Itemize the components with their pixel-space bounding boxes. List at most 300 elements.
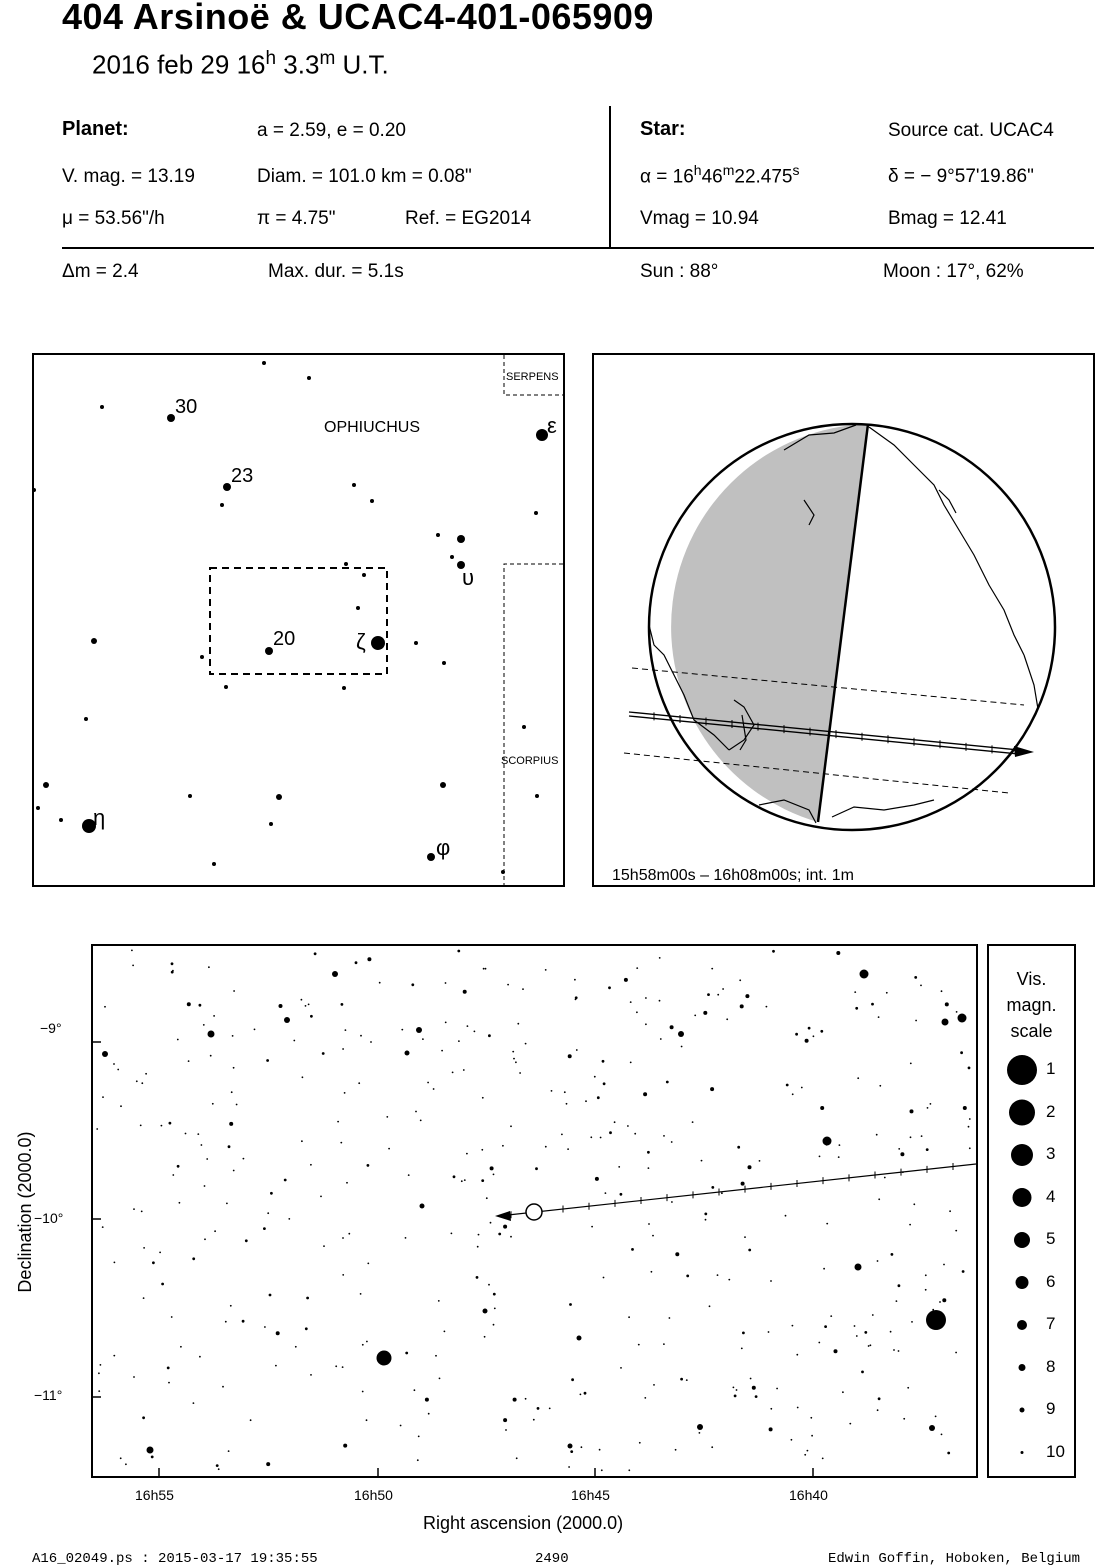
chart-star bbox=[254, 1029, 256, 1031]
chart-star bbox=[811, 1435, 813, 1437]
chart-star bbox=[210, 1055, 212, 1057]
chart-star bbox=[652, 1235, 654, 1237]
finder-star bbox=[356, 606, 360, 610]
chart-star bbox=[739, 979, 741, 981]
chart-star bbox=[955, 1230, 957, 1232]
chart-star bbox=[152, 1261, 155, 1264]
scale-label-6: 6 bbox=[1046, 1271, 1056, 1291]
chart-star bbox=[947, 1452, 950, 1455]
chart-star bbox=[915, 1020, 917, 1022]
chart-star bbox=[445, 1022, 447, 1024]
chart-star bbox=[927, 1107, 929, 1109]
chart-star bbox=[969, 1118, 971, 1120]
chart-star bbox=[408, 1174, 410, 1176]
chart-star bbox=[367, 1263, 369, 1265]
chart-star bbox=[620, 1367, 622, 1369]
chart-star bbox=[222, 1386, 224, 1388]
chart-star bbox=[913, 1203, 915, 1205]
chart-star bbox=[377, 1351, 392, 1366]
chart-star bbox=[659, 1000, 661, 1002]
chart-star bbox=[898, 1284, 901, 1287]
chart-star bbox=[516, 1457, 518, 1459]
chart-star bbox=[513, 1398, 517, 1402]
chart-star bbox=[301, 999, 303, 1001]
event-time: 2016 feb 29 16$^h$ 3.3$^m$ U.T. bbox=[92, 48, 389, 80]
finder-star bbox=[457, 535, 465, 543]
chart-star bbox=[250, 1419, 252, 1421]
scale-dot-8 bbox=[1019, 1364, 1026, 1371]
chart-star bbox=[745, 994, 749, 998]
chart-star bbox=[301, 1140, 303, 1142]
chart-star bbox=[561, 1134, 563, 1136]
constellation-scorpius: SCORPIUS bbox=[501, 755, 559, 767]
chart-star bbox=[493, 1293, 496, 1296]
chart-star bbox=[878, 1016, 880, 1018]
chart-star bbox=[343, 1444, 347, 1448]
finder-star bbox=[59, 818, 63, 822]
chart-star bbox=[517, 1023, 519, 1025]
chart-star bbox=[628, 1316, 630, 1318]
chart-star bbox=[930, 1103, 932, 1105]
chart-star bbox=[870, 1344, 872, 1346]
chart-star bbox=[872, 1314, 874, 1316]
star-label-eta: η bbox=[93, 805, 106, 830]
chart-star bbox=[370, 1041, 372, 1043]
chart-star bbox=[741, 1348, 743, 1350]
planet-orbit: a = 2.59, e = 0.20 bbox=[257, 120, 406, 141]
chart-star bbox=[284, 1179, 287, 1182]
chart-star bbox=[226, 1203, 228, 1205]
chart-star bbox=[213, 1015, 215, 1017]
chart-star bbox=[631, 1248, 634, 1251]
chart-star bbox=[167, 1367, 170, 1370]
chart-star bbox=[522, 988, 524, 990]
chart-star bbox=[857, 1077, 859, 1079]
chart-star bbox=[836, 951, 840, 955]
chart-star bbox=[537, 1407, 540, 1410]
footer-page: 2490 bbox=[535, 1551, 569, 1567]
chart-star bbox=[464, 1179, 466, 1181]
scale-label-8: 8 bbox=[1046, 1356, 1056, 1376]
chart-star bbox=[337, 1121, 339, 1123]
star-heading: Star: bbox=[640, 118, 686, 140]
chart-star bbox=[886, 992, 888, 994]
chart-star bbox=[602, 1060, 605, 1063]
chart-star bbox=[444, 1331, 446, 1333]
chart-star bbox=[366, 1341, 368, 1343]
chart-star bbox=[752, 1386, 756, 1390]
y-tick-m10: −10° bbox=[34, 1210, 64, 1226]
chart-star bbox=[792, 1325, 794, 1327]
chart-star bbox=[131, 950, 133, 952]
chart-star bbox=[864, 1331, 867, 1334]
chart-star bbox=[335, 1365, 337, 1367]
chart-star bbox=[868, 1345, 870, 1347]
chart-star bbox=[233, 990, 235, 992]
chart-star bbox=[535, 1167, 538, 1170]
chart-star bbox=[594, 1076, 596, 1078]
chart-star bbox=[770, 1280, 772, 1282]
chart-star bbox=[98, 1372, 100, 1374]
chart-star bbox=[768, 1331, 770, 1333]
chart-star bbox=[910, 1109, 914, 1113]
finder-star bbox=[370, 499, 374, 503]
chart-star bbox=[893, 1349, 895, 1351]
chart-star bbox=[136, 1080, 138, 1082]
chart-star bbox=[188, 1060, 190, 1062]
chart-star bbox=[212, 1103, 214, 1105]
finder-star bbox=[307, 376, 311, 380]
chart-star bbox=[145, 1073, 147, 1075]
chart-star bbox=[204, 1238, 206, 1240]
finder-star bbox=[342, 686, 346, 690]
star-label-epsilon: ε bbox=[547, 413, 557, 438]
chart-star bbox=[769, 1427, 773, 1431]
chart-star bbox=[502, 1145, 504, 1147]
chart-star bbox=[603, 1082, 606, 1085]
scale-label-7: 7 bbox=[1046, 1314, 1056, 1333]
finder-star bbox=[100, 405, 104, 409]
chart-star bbox=[435, 1355, 437, 1357]
chart-star bbox=[159, 1252, 161, 1254]
chart-star bbox=[140, 1125, 142, 1127]
chart-star bbox=[141, 1082, 143, 1084]
chart-star bbox=[648, 1167, 650, 1169]
chart-star bbox=[405, 1237, 407, 1239]
chart-star bbox=[433, 1088, 435, 1090]
chart-star bbox=[819, 1156, 821, 1158]
chart-star bbox=[795, 1033, 798, 1036]
chart-star bbox=[569, 1303, 572, 1306]
chart-star bbox=[791, 1439, 793, 1441]
chart-star bbox=[474, 1031, 476, 1033]
chart-star bbox=[568, 1466, 570, 1468]
chart-star bbox=[525, 1398, 527, 1400]
chart-star bbox=[305, 1005, 307, 1007]
chart-star bbox=[710, 1087, 714, 1091]
chart-star bbox=[574, 979, 576, 981]
chart-star bbox=[772, 950, 775, 953]
chart-star bbox=[400, 1425, 402, 1427]
chart-star bbox=[624, 978, 628, 982]
scale-label-10: 10 bbox=[1046, 1441, 1065, 1461]
chart-star bbox=[618, 1166, 620, 1168]
chart-star bbox=[595, 1177, 599, 1181]
chart-star bbox=[179, 1202, 181, 1204]
chart-star bbox=[854, 991, 856, 993]
planet-reference: Ref. = EG2014 bbox=[405, 208, 532, 229]
chart-star bbox=[310, 1374, 312, 1376]
chart-star bbox=[114, 1262, 116, 1264]
planet-parallax: π = 4.75" bbox=[257, 208, 336, 229]
chart-star bbox=[733, 1387, 735, 1389]
chart-star bbox=[477, 1246, 479, 1248]
chart-star bbox=[891, 1253, 894, 1256]
chart-star bbox=[414, 1389, 416, 1391]
finder-star bbox=[224, 685, 228, 689]
chart-star bbox=[585, 1100, 587, 1102]
chart-star bbox=[575, 996, 578, 999]
chart-star bbox=[884, 1177, 886, 1179]
chart-star bbox=[463, 1069, 465, 1071]
chart-star bbox=[651, 1271, 653, 1273]
chart-star bbox=[416, 1027, 422, 1033]
chart-star bbox=[483, 1309, 488, 1314]
chart-star bbox=[822, 1458, 824, 1460]
chart-star bbox=[911, 1321, 913, 1323]
chart-star bbox=[796, 1354, 798, 1356]
chart-star bbox=[270, 1192, 273, 1195]
finder-chart bbox=[32, 353, 565, 887]
chart-star bbox=[132, 965, 134, 967]
chart-star bbox=[925, 1289, 927, 1291]
chart-star bbox=[236, 1104, 238, 1106]
chart-star bbox=[193, 1402, 195, 1404]
header-divider bbox=[609, 106, 611, 248]
chart-star bbox=[584, 1392, 587, 1395]
chart-star bbox=[943, 1264, 945, 1266]
chart-star bbox=[926, 1310, 946, 1330]
chart-star bbox=[711, 1186, 714, 1189]
star-label-20: 20 bbox=[273, 628, 296, 650]
chart-star bbox=[420, 1120, 422, 1122]
finder-star bbox=[276, 794, 282, 800]
chart-star bbox=[939, 1301, 941, 1303]
chart-star bbox=[519, 1072, 521, 1074]
finder-star bbox=[534, 511, 538, 515]
chart-star bbox=[360, 1293, 362, 1295]
finder-star bbox=[436, 533, 440, 537]
chart-star bbox=[177, 1039, 179, 1041]
chart-star bbox=[232, 1035, 234, 1037]
chart-star bbox=[722, 988, 724, 990]
star-right-ascension: $\alpha = 16^h46^m22.475^s$ bbox=[640, 162, 800, 188]
chart-star bbox=[581, 1446, 583, 1448]
chart-star bbox=[701, 1160, 703, 1162]
chart-star bbox=[206, 1158, 208, 1160]
chart-star bbox=[949, 1210, 951, 1212]
chart-star bbox=[645, 997, 647, 999]
chart-star bbox=[493, 1174, 495, 1176]
chart-star bbox=[721, 1192, 723, 1194]
planet-diameter: Diam. = 101.0 km = 0.08" bbox=[257, 166, 472, 187]
chart-star bbox=[797, 1407, 799, 1409]
chart-star bbox=[228, 1450, 230, 1452]
chart-star bbox=[711, 1446, 713, 1448]
chart-star bbox=[201, 1144, 203, 1146]
chart-star bbox=[225, 1321, 227, 1323]
chart-star bbox=[229, 1122, 233, 1126]
target-star-marker bbox=[526, 1204, 542, 1220]
chart-star bbox=[956, 1011, 958, 1013]
star-label-23: 23 bbox=[231, 465, 254, 487]
chart-star bbox=[699, 1432, 701, 1434]
chart-star bbox=[161, 1125, 163, 1127]
chart-star bbox=[734, 1395, 737, 1398]
chart-star bbox=[630, 1062, 632, 1064]
finder-star bbox=[442, 661, 446, 665]
chart-star bbox=[750, 1378, 752, 1380]
finder-star bbox=[223, 483, 231, 491]
chart-star bbox=[161, 1283, 164, 1286]
chart-star bbox=[180, 1346, 182, 1348]
globe-caption: 15h58m00s – 16h08m00s; int. 1m bbox=[612, 867, 854, 884]
chart-star bbox=[826, 1144, 828, 1146]
scale-label-2: 2 bbox=[1046, 1101, 1056, 1121]
chart-star bbox=[208, 966, 210, 968]
chart-star bbox=[608, 986, 611, 989]
chart-star bbox=[507, 984, 509, 986]
chart-star bbox=[759, 1160, 761, 1162]
chart-star bbox=[564, 1091, 566, 1093]
chart-star bbox=[839, 1144, 841, 1146]
field-box bbox=[210, 568, 387, 674]
chart-star bbox=[709, 1305, 711, 1307]
x-tick-16h45: 16h45 bbox=[571, 1487, 610, 1503]
footer-file: A16_02049.ps : 2015-03-17 19:35:55 bbox=[32, 1551, 318, 1567]
scale-dot-6 bbox=[1016, 1276, 1029, 1289]
chart-star bbox=[488, 1284, 490, 1286]
chart-star bbox=[680, 1378, 683, 1381]
chart-star bbox=[770, 1408, 772, 1410]
star-vmag: Vmag = 10.94 bbox=[640, 208, 759, 229]
chart-star bbox=[838, 1156, 840, 1158]
chart-star bbox=[630, 1001, 632, 1003]
chart-star bbox=[142, 1416, 145, 1419]
chart-star bbox=[792, 1093, 794, 1095]
chart-star bbox=[216, 1464, 219, 1467]
chart-star bbox=[187, 1002, 191, 1006]
chart-star bbox=[879, 1085, 881, 1087]
chart-star bbox=[935, 1416, 937, 1418]
chart-star bbox=[577, 1336, 582, 1341]
chart-star bbox=[279, 1004, 283, 1008]
chart-star bbox=[648, 1223, 650, 1225]
chart-star bbox=[102, 1051, 108, 1057]
planet-vmag: V. mag. = 13.19 bbox=[62, 166, 195, 187]
chart-star bbox=[451, 1233, 453, 1235]
chart-star bbox=[898, 1148, 900, 1150]
chart-star bbox=[914, 976, 917, 979]
chart-star bbox=[766, 1006, 768, 1008]
chart-star bbox=[549, 1408, 551, 1410]
chart-star bbox=[452, 1072, 454, 1074]
chart-star bbox=[306, 1297, 309, 1300]
chart-star bbox=[362, 1391, 364, 1393]
chart-star bbox=[323, 1245, 325, 1247]
asteroid-path-arrow bbox=[495, 1211, 511, 1221]
chart-star bbox=[686, 1379, 688, 1381]
chart-star bbox=[482, 1097, 484, 1099]
chart-star bbox=[896, 1300, 898, 1302]
chart-star bbox=[856, 1335, 858, 1337]
chart-star bbox=[878, 1397, 881, 1400]
chart-star bbox=[512, 1051, 514, 1053]
x-tick-16h55: 16h55 bbox=[135, 1487, 174, 1503]
chart-star bbox=[133, 1208, 135, 1210]
chart-star bbox=[903, 1418, 905, 1420]
scale-label-9: 9 bbox=[1046, 1399, 1056, 1418]
chart-star bbox=[420, 1204, 425, 1209]
y-axis-label: Declination (2000.0) bbox=[15, 1131, 35, 1293]
chart-star bbox=[941, 990, 943, 992]
chart-star bbox=[659, 957, 661, 959]
chart-star bbox=[332, 971, 338, 977]
header-rule bbox=[62, 247, 1094, 249]
chart-star bbox=[703, 1011, 707, 1015]
star-source-catalog: Source cat. UCAC4 bbox=[888, 120, 1054, 141]
globe-panel bbox=[592, 353, 1095, 887]
chart-star bbox=[620, 1193, 623, 1196]
chart-star bbox=[484, 1336, 486, 1338]
moon-info: Moon : 17°, 62% bbox=[883, 261, 1024, 282]
finder-star bbox=[269, 822, 273, 826]
max-duration: Max. dur. = 5.1s bbox=[268, 261, 404, 282]
path-arrow bbox=[1014, 746, 1034, 757]
chart-star bbox=[345, 1029, 347, 1031]
x-tick-16h40: 16h40 bbox=[789, 1487, 828, 1503]
chart-star bbox=[293, 1040, 295, 1042]
chart-star bbox=[427, 1082, 429, 1084]
chart-star bbox=[694, 1015, 696, 1017]
planet-heading: Planet: bbox=[62, 118, 129, 140]
chart-star bbox=[823, 1268, 825, 1270]
chart-star bbox=[728, 1279, 730, 1281]
chart-star bbox=[401, 1029, 403, 1031]
scale-dot-3 bbox=[1011, 1144, 1033, 1166]
chart-star bbox=[358, 1082, 360, 1084]
chart-star bbox=[102, 1096, 104, 1098]
chart-star bbox=[813, 1035, 815, 1037]
chart-star bbox=[125, 1463, 127, 1465]
y-tick-m11: −11° bbox=[34, 1387, 63, 1403]
chart-star bbox=[168, 1382, 170, 1384]
finder-star bbox=[427, 853, 435, 861]
chart-star bbox=[172, 1174, 174, 1176]
chart-star bbox=[320, 1196, 322, 1198]
chart-star bbox=[785, 1215, 787, 1217]
chart-star bbox=[627, 1125, 629, 1127]
chart-star bbox=[737, 1146, 740, 1149]
chart-star bbox=[113, 1355, 115, 1357]
finder-star bbox=[522, 725, 526, 729]
constellation-ophiuchus: OPHIUCHUS bbox=[324, 419, 421, 436]
finder-star bbox=[262, 361, 266, 365]
chart-star bbox=[513, 1058, 515, 1060]
chart-star bbox=[669, 1317, 671, 1319]
chart-star bbox=[503, 1225, 507, 1229]
chart-star bbox=[570, 1450, 573, 1453]
chart-star bbox=[900, 1152, 904, 1156]
chart-star bbox=[636, 1011, 638, 1013]
finder-star bbox=[212, 862, 216, 866]
chart-star bbox=[941, 1434, 943, 1436]
chart-star bbox=[490, 1166, 494, 1170]
chart-star bbox=[910, 1136, 912, 1138]
chart-star bbox=[854, 1325, 856, 1327]
chart-star bbox=[171, 1316, 173, 1318]
chart-star bbox=[230, 1305, 232, 1307]
chart-star bbox=[666, 1081, 669, 1084]
chart-star bbox=[510, 1236, 512, 1238]
chart-star bbox=[264, 1326, 266, 1328]
star-label-phi: φ bbox=[436, 835, 451, 860]
chart-star bbox=[968, 1126, 970, 1128]
planet-motion: μ = 53.56"/h bbox=[62, 208, 165, 229]
chart-star bbox=[263, 1227, 266, 1230]
chart-star bbox=[485, 968, 487, 970]
chart-star bbox=[96, 1128, 98, 1130]
